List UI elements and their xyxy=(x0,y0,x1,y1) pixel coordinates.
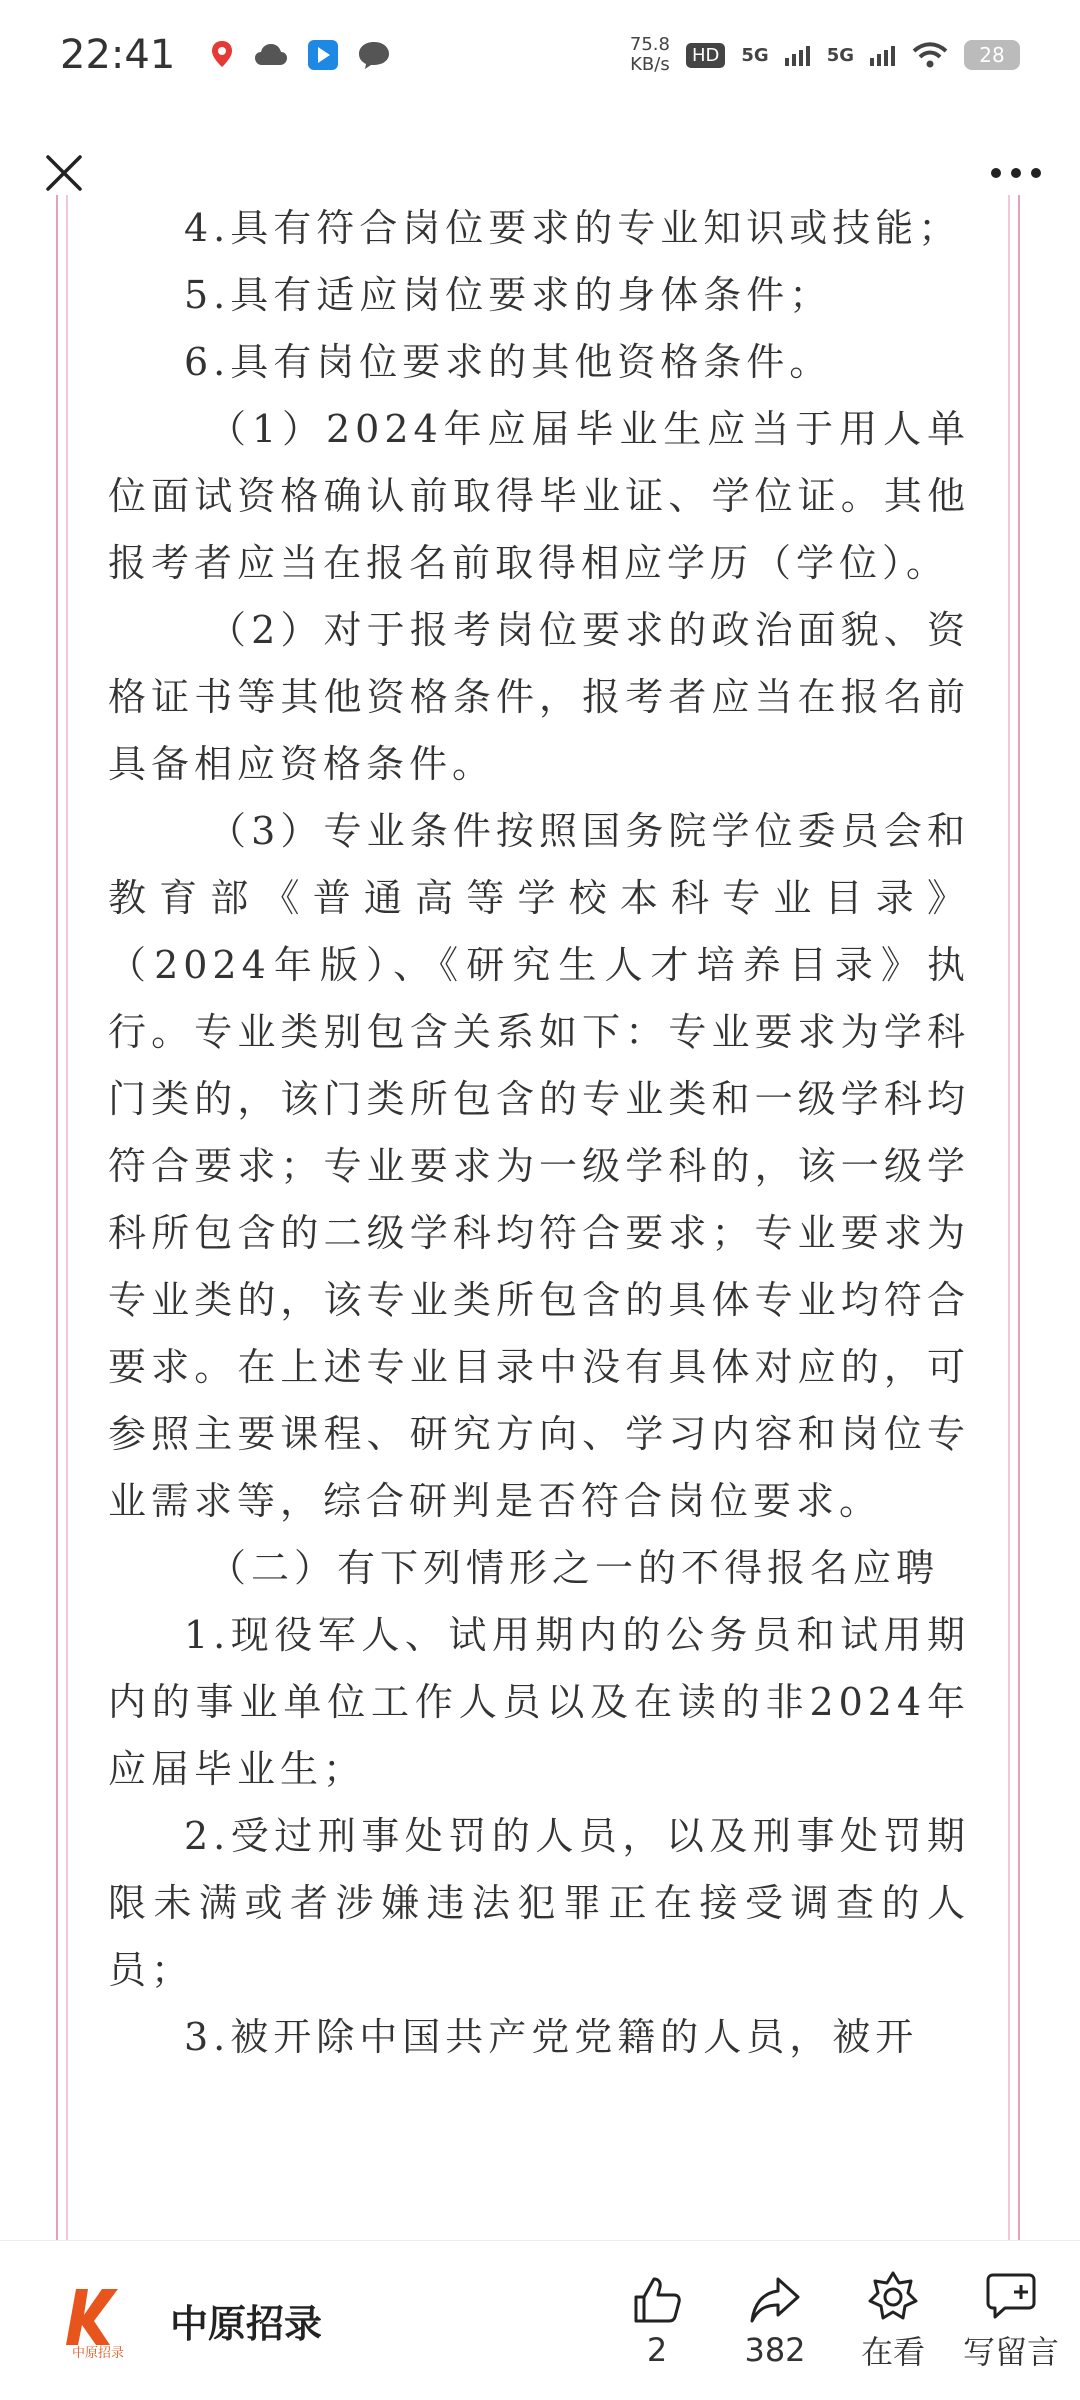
action-group xyxy=(598,2269,1070,2373)
location-icon xyxy=(209,39,235,71)
account-logo xyxy=(58,2281,138,2361)
account-name: 中原招录 xyxy=(170,2302,323,2346)
network-speed: 75.8 KB/s xyxy=(629,34,670,75)
paragraph: 2.受过刑事处罚的人员，以及刑事处罚期限未满或者涉嫌违法犯罪正在接受调查的人员； xyxy=(108,1814,970,1992)
signal-5g-1: 5G xyxy=(741,44,769,66)
more-button[interactable] xyxy=(986,143,1046,203)
like-button[interactable] xyxy=(598,2269,716,2373)
signal-bars-icon xyxy=(785,44,811,66)
share-icon xyxy=(748,2273,802,2327)
svg-text:中原招录: 中原招录 xyxy=(71,2345,125,2361)
app-notification-icon xyxy=(307,39,339,71)
paragraph: 3.被开除中国共产党党籍的人员，被开 xyxy=(184,2015,919,2059)
battery-indicator: 28 xyxy=(964,40,1020,70)
comment-label: 写留言 xyxy=(962,2332,1059,2371)
paragraph: 1.现役军人、试用期内的公务员和试用期内的事业单位工作人员以及在读的非2024年应届毕业生； xyxy=(108,1613,970,1791)
close-icon xyxy=(44,153,84,193)
watching-label: 在看 xyxy=(860,2332,925,2371)
cloud-icon xyxy=(253,41,289,69)
notification-icons xyxy=(209,39,391,71)
paragraph: （1）2024年应届毕业生应当于用人单位面试资格确认前取得毕业证、学位证。其他报考者应当在报名前取得相应学历（学位）。 xyxy=(108,407,970,585)
message-icon xyxy=(357,39,391,71)
status-bar xyxy=(0,0,1080,110)
thumbs-up-icon xyxy=(630,2273,684,2327)
bottom-bar xyxy=(0,2240,1080,2400)
like-count: 2 xyxy=(646,2330,668,2369)
paragraph: （3）专业条件按照国务院学位委员会和教育部《普通高等学校本科专业目录》（2024年版）、《研究生人才培养目录》执行。专业类别包含关系如下：专业要求为学科门类的，该门类所包含的专业类和一级学科均符合要求；专业要求为一级学科的，该一级学科所包含的二级学科均符合要求；专业要求为专业类的，该专业类所包含的具体专业均符合要求。在上述专业目录中没有具体对应的，可参照主要课程、研究方向、学习内容和岗位专业需求等，综合研判是否符合岗位要求。 xyxy=(108,809,970,1523)
paragraph: （2）对于报考岗位要求的政治面貌、资格证书等其他资格条件，报考者应当在报名前具备相应资格条件。 xyxy=(108,608,970,786)
share-button[interactable] xyxy=(716,2269,834,2373)
article-text xyxy=(108,195,970,2071)
hd-badge: HD xyxy=(686,43,725,68)
watching-icon xyxy=(866,2269,920,2323)
section-heading: （二）有下列情形之一的不得报名应聘 xyxy=(208,1546,940,1590)
comment-button[interactable] xyxy=(952,2269,1070,2373)
more-icon xyxy=(990,167,1042,179)
paragraph: 6.具有岗位要求的其他资格条件。 xyxy=(184,340,833,384)
paragraph: 4.具有符合岗位要求的专业知识或技能； xyxy=(184,206,962,250)
signal-5g-2: 5G xyxy=(826,44,854,66)
comment-icon xyxy=(983,2269,1039,2323)
paragraph: 5.具有适应岗位要求的身体条件； xyxy=(184,273,833,317)
watching-button[interactable] xyxy=(834,2269,952,2373)
status-time: 22:41 xyxy=(60,32,176,78)
account-info[interactable] xyxy=(58,2281,322,2361)
system-indicators xyxy=(630,35,1020,75)
share-count: 382 xyxy=(744,2330,806,2369)
close-button[interactable] xyxy=(34,143,94,203)
signal-bars-icon xyxy=(870,44,896,66)
article-body xyxy=(0,206,1080,2240)
wifi-icon xyxy=(912,41,948,69)
